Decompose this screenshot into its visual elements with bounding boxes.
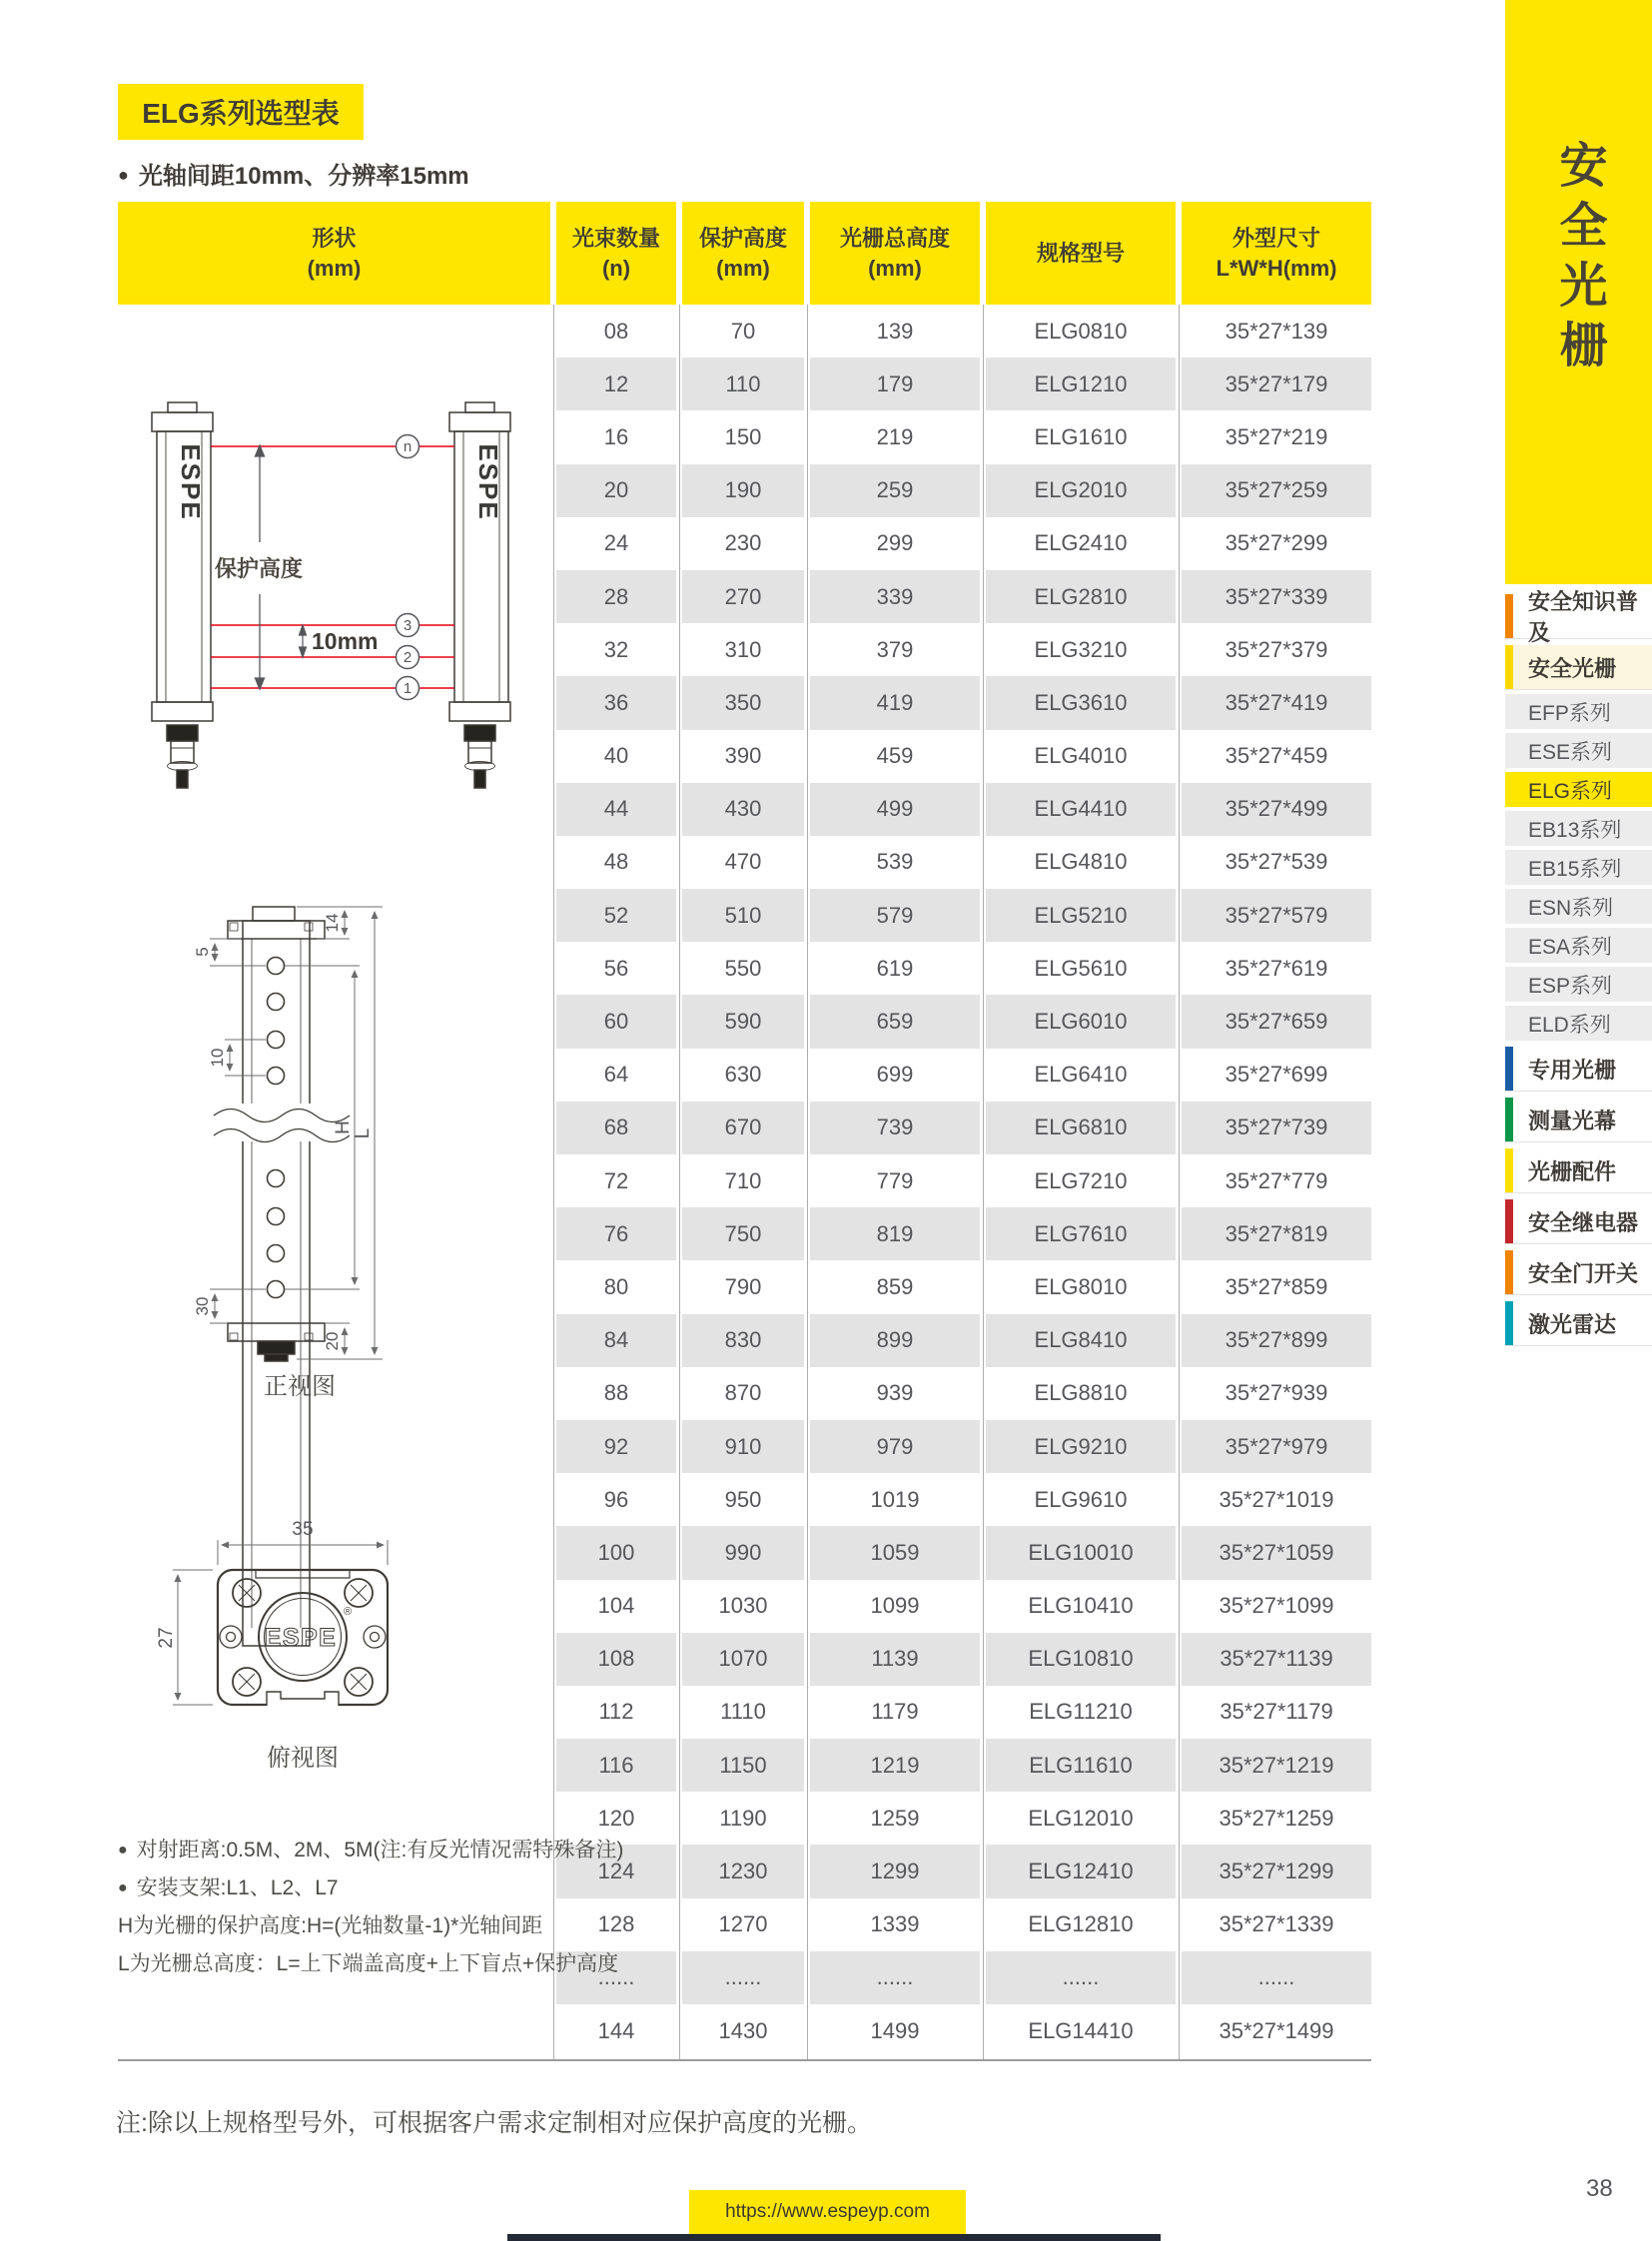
table-cell: 35*27*459 [1225,743,1328,769]
top-view-caption: 俯视图 [267,1745,339,1772]
selection-table [118,202,1371,2061]
table-cell: 80 [603,1273,629,1299]
sidebar-item-label: 光栅配件 [1528,1158,1617,1184]
table-cell: ...... [682,1951,804,2004]
table-cell: ...... [810,1951,980,2004]
table-cell: ELG9210 [986,1420,1176,1473]
table-cell: 35*27*219 [1225,423,1328,449]
table-cell: 899 [810,1314,980,1367]
table-cell: 35*27*939 [1225,1380,1328,1406]
table-cell: ELG1210 [986,358,1176,410]
table-cell: 12 [556,358,676,410]
table-divider [807,305,808,2059]
table-cell: 08 [603,318,629,344]
page-title: ELG系列选型表 [118,84,364,140]
table-cell: 310 [724,636,762,662]
table-cell: 659 [810,995,980,1048]
table-cell: 339 [810,570,980,623]
sidebar-item-ESN系列[interactable] [1505,889,1652,924]
category-banner-text: 安全光栅 [1552,140,1605,379]
sidebar-item-ELD系列[interactable] [1505,1006,1652,1041]
table-cell: 139 [876,318,914,344]
table-cell: 116 [556,1739,676,1792]
sidebar-item-EFP系列[interactable] [1505,694,1652,729]
table-cell: ELG6010 [986,995,1176,1048]
front-view-caption: 正视图 [264,1373,336,1400]
table-cell: 230 [724,530,762,556]
dim-20: 20 [323,1331,342,1351]
table-cell: 270 [682,570,804,623]
table-cell: 40 [603,743,629,769]
table-cell: ...... [1182,1951,1371,2004]
table-cell: ELG8010 [1034,1273,1128,1299]
table-cell: ELG0810 [1034,318,1128,344]
table-cell: 56 [603,955,629,981]
table-cell: 35*27*819 [1182,1207,1371,1260]
table-cell: 1339 [870,1911,920,1937]
sidebar-item-安全门开关[interactable] [1505,1250,1652,1295]
table-cell: 110 [682,358,804,410]
dim-L: L [353,1127,374,1139]
table-cell: 100 [556,1526,676,1579]
table-cell: ELG8410 [986,1314,1176,1367]
table-cell: 430 [682,783,804,836]
table-cell: 35*27*1299 [1182,1845,1371,1897]
table-cell: 190 [682,464,804,517]
table-bottom-border [118,2059,1371,2061]
table-cell: 20 [556,464,676,517]
table-cell: ELG4810 [1034,849,1128,875]
table-cell: 72 [603,1167,629,1193]
table-cell: 70 [730,318,756,344]
sidebar-item-ESA系列[interactable] [1505,928,1652,963]
table-cell: 88 [603,1380,629,1406]
top-view-brand-reg: ® [344,1606,353,1618]
table-cell: 750 [682,1207,804,1260]
sidebar-item-label: 安全光栅 [1528,655,1617,681]
table-cell: 419 [810,676,980,729]
table-cell: 35*27*1059 [1182,1526,1371,1579]
table-cell: 35*27*1019 [1219,1486,1334,1512]
table-divider [679,305,680,2059]
footer-url-badge[interactable]: https://www.espeyp.com [689,2190,966,2241]
table-cell: 28 [556,570,676,623]
table-divider [553,305,554,2059]
table-cell: 124 [556,1845,676,1897]
table-cell: 52 [556,889,676,942]
table-cell: 32 [603,636,629,662]
table-cell: 112 [598,1699,634,1725]
sidebar-item-ELG系列[interactable] [1505,772,1652,807]
table-cell: 979 [810,1420,980,1473]
table-cell: 950 [724,1486,762,1512]
sidebar-item-label: EFP系列 [1528,701,1611,725]
table-cell: 1299 [810,1845,980,1897]
bullet-icon: ● [118,1842,128,1859]
table-cell: 48 [603,849,629,875]
sidebar-item-EB13系列[interactable] [1505,811,1652,846]
sidebar-item-bar [1505,594,1513,638]
table-cell: 1110 [720,1699,766,1725]
dim-14: 14 [323,913,342,933]
table-cell: 35*27*779 [1225,1167,1328,1193]
table-cell: 16 [603,423,629,449]
table-cell: ELG2010 [986,464,1176,517]
table-cell: 630 [724,1062,762,1088]
table-cell: 1259 [870,1805,920,1831]
dim-10: 10 [208,1048,227,1068]
page-number: 38 [1586,2175,1613,2202]
table-cell: ELG8810 [1034,1380,1128,1406]
bullet-icon: ● [118,1879,128,1896]
table-cell: 779 [876,1167,914,1193]
beam-label-3: 3 [403,617,413,634]
table-cell: 35*27*539 [1225,849,1328,875]
table-cell: 859 [876,1273,914,1299]
table-cell: ...... [556,1951,676,2004]
table-cell: 35*27*739 [1182,1102,1371,1154]
table-cell: 1099 [870,1593,920,1619]
table-cell: 499 [810,783,980,836]
table-cell: 1219 [810,1739,980,1792]
spec-subtitle [118,156,469,191]
table-cell: ELG12410 [986,1845,1176,1897]
table-cell: ELG12810 [1028,1911,1134,1937]
table-cell: 150 [724,423,762,449]
table-cell: 35*27*579 [1182,889,1371,942]
sidebar-item-安全知识普及[interactable] [1505,589,1652,645]
table-cell: 510 [682,889,804,942]
table-cell: 104 [597,1593,635,1619]
dim-35: 35 [292,1519,314,1540]
table-cell: 1150 [682,1739,804,1792]
table-cell: ELG5210 [986,889,1176,942]
beam-label-2: 2 [403,649,413,666]
sidebar-item-安全光栅[interactable] [1505,645,1652,690]
table-cell: ELG1610 [1034,423,1128,449]
sidebar-item-bar [1505,1199,1513,1243]
table-cell: ...... [986,1951,1176,2004]
table-cell: ELG6810 [986,1102,1176,1154]
shape-diagrams [118,305,550,2059]
spec-subtitle-text: 光轴间距10mm、分辨率15mm [138,163,469,190]
table-cell: ELG12010 [1028,1805,1134,1831]
table-cell: 68 [556,1102,676,1154]
table-cell: 830 [682,1314,804,1367]
table-cell: 92 [556,1420,676,1473]
table-cell: 1430 [718,2017,768,2043]
dim-30: 30 [193,1296,212,1316]
table-cell: 710 [724,1167,762,1193]
table-cell: 990 [682,1526,804,1579]
sidebar-item-光栅配件[interactable] [1505,1148,1652,1193]
table-cell: ELG5610 [1034,955,1128,981]
sidebar-item-label: ESA系列 [1528,935,1613,959]
beam-label-n: n [403,438,413,455]
table-col-header: 形状 (mm) [118,202,550,305]
table-cell: ELG2410 [1034,530,1128,556]
table-cell: ELG10810 [986,1633,1176,1686]
pitch-dimension [300,625,307,657]
table-cell: 1070 [682,1633,804,1686]
table-cell: 60 [556,995,676,1048]
sidebar-item-bar [1505,1098,1513,1141]
sidebar-item-label: ELD系列 [1528,1013,1611,1037]
table-cell: 35*27*1219 [1182,1739,1371,1792]
top-view-dimensions [173,1540,388,1705]
table-cell: ELG4010 [1034,743,1128,769]
table-cell: 379 [876,636,914,662]
table-cell: ELG7610 [986,1207,1176,1260]
table-cell: 35*27*1099 [1219,1593,1334,1619]
table-cell: ELG3610 [986,676,1176,729]
sidebar-item-测量光幕[interactable] [1505,1098,1652,1142]
table-cell: 219 [876,423,914,449]
note-throw-distance: ● 对射距离:0.5M、2M、5M(注:有反光情况需特殊备注) [118,1839,624,1862]
table-cell: 350 [682,676,804,729]
brand-label-right: ESPE [473,443,503,521]
table-cell: 699 [876,1062,914,1088]
table-cell: 579 [810,889,980,942]
table-cell: 35*27*1339 [1219,1911,1334,1937]
table-cell: 84 [556,1314,676,1367]
table-cell: 470 [724,849,762,875]
table-cell: 790 [724,1273,762,1299]
table-divider [1179,305,1180,2059]
category-banner [1505,0,1652,584]
table-cell: 35*27*1139 [1182,1633,1371,1686]
table-cell: ELG10010 [986,1526,1176,1579]
table-cell: 36 [556,676,676,729]
table-cell: 910 [682,1420,804,1473]
table-cell: 35*27*139 [1225,318,1328,344]
table-cell: ELG11610 [986,1739,1176,1792]
table-cell: 1139 [810,1633,980,1686]
sidebar-item-bar [1505,1250,1513,1294]
table-cell: 35*27*659 [1182,995,1371,1048]
table-divider [983,305,984,2059]
table-cell: 35*27*1499 [1219,2017,1334,2043]
table-cell: 35*27*259 [1182,464,1371,517]
table-cell: 64 [603,1062,629,1088]
table-cell: 1179 [871,1699,919,1725]
table-cell: 1499 [870,2017,920,2043]
table-cell: 35*27*379 [1225,636,1328,662]
table-cell: ELG7210 [1034,1167,1128,1193]
sidebar-item-label: 专用光栅 [1528,1057,1617,1083]
protection-height-label: 保护高度 [214,556,304,581]
table-cell: 1230 [682,1845,804,1897]
table-cell: 35*27*299 [1225,530,1328,556]
table-cell: 144 [597,2017,635,2043]
dim-27: 27 [156,1627,177,1649]
table-cell: 390 [724,743,762,769]
sidebar-item-激光雷达[interactable] [1505,1301,1652,1346]
table-cell: 76 [556,1207,676,1260]
table-cell: 35*27*419 [1182,676,1371,729]
table-col-header: 光栅总高度 (mm) [810,202,980,305]
table-cell: 870 [724,1380,762,1406]
table-cell: 1030 [718,1593,768,1619]
table-cell: 1270 [718,1911,768,1937]
sidebar-item-bar [1505,1148,1513,1192]
sidebar-item-EB15系列[interactable] [1505,850,1652,885]
table-cell: 35*27*1179 [1220,1699,1333,1725]
dim-5: 5 [193,947,212,957]
table-cell: 619 [876,955,914,981]
sidebar-item-ESE系列[interactable] [1505,733,1652,768]
note-mount-bracket: ● 安装支架:L1、L2、L7 [118,1876,339,1899]
table-cell: ELG9610 [1034,1486,1128,1512]
table-cell: 108 [556,1633,676,1686]
bullet-icon: ● [118,165,129,185]
table-col-header: 外型尺寸 L*W*H(mm) [1182,202,1371,305]
sidebar-item-label: EB15系列 [1528,857,1622,881]
table-cell: 259 [810,464,980,517]
table-cell: ELG6410 [1034,1062,1128,1088]
sidebar-item-ESP系列[interactable] [1505,967,1652,1002]
beam-label-1: 1 [403,680,413,697]
formula-total-height: L为光栅总高度：L=上下端盖高度+上下盲点+保护高度 [118,1952,619,1975]
pitch-label: 10mm [312,628,379,654]
sidebar-item-label: ESE系列 [1528,740,1613,764]
table-col-header: 保护高度 (mm) [682,202,804,305]
table-cell: ELG10410 [1028,1593,1134,1619]
sidebar-item-label: ELG系列 [1528,779,1613,803]
table-cell: 44 [556,783,676,836]
table-cell: 739 [810,1102,980,1154]
sidebar-item-bar [1505,645,1513,689]
footer-bottom-bar [507,2234,1161,2241]
table-cell: 179 [810,358,980,410]
table-cell: 539 [876,849,914,875]
table-cell: 819 [810,1207,980,1260]
sidebar-item-bar [1505,1047,1513,1091]
table-cell: 1019 [870,1486,920,1512]
table-header [118,202,1371,305]
table-cell: ELG14410 [1028,2017,1134,2043]
table-cell: 35*27*499 [1182,783,1371,836]
table-cell: 939 [876,1380,914,1406]
sidebar-item-label: ESP系列 [1528,974,1613,998]
table-cell: 670 [682,1102,804,1154]
sidebar-item-label: 安全知识普及 [1528,589,1639,645]
table-cell: 35*27*979 [1182,1420,1371,1473]
sidebar-item-label: EB13系列 [1528,818,1622,842]
sidebar-item-安全继电器[interactable] [1505,1199,1652,1244]
table-cell: 1059 [810,1526,980,1579]
dim-H: H [333,1120,354,1134]
table-cell: 35*27*1259 [1219,1805,1334,1831]
table-cell: 120 [597,1805,635,1831]
table-cell: 35*27*339 [1182,570,1371,623]
table-cell: 459 [876,743,914,769]
table-cell: 24 [603,530,629,556]
table-cell: 128 [597,1911,635,1937]
table-cell: ELG11210 [1029,1699,1133,1725]
sidebar-nav [1505,584,1652,1346]
table-cell: ELG4410 [986,783,1176,836]
table-col-header: 光束数量 (n) [556,202,676,305]
table-cell: 299 [876,530,914,556]
top-view-brand: ESPE [264,1624,338,1652]
table-col-header: 规格型号 [986,202,1176,305]
sidebar-item-bar [1505,1301,1513,1345]
sidebar-item-label: ESN系列 [1528,896,1614,920]
sidebar-item-label: 激光雷达 [1528,1311,1617,1337]
table-cell: 96 [603,1486,629,1512]
table-cell: 35*27*859 [1225,1273,1328,1299]
table-cell: 35*27*899 [1182,1314,1371,1367]
formula-protection-height: H为光栅的保护高度:H=(光轴数量-1)*光轴间距 [118,1914,543,1937]
table-cell: 590 [682,995,804,1048]
sidebar-item-label: 安全门开关 [1528,1260,1639,1286]
sidebar-item-专用光栅[interactable] [1505,1047,1652,1092]
table-cell: 35*27*699 [1225,1062,1328,1088]
custom-order-note: 注:除以上规格型号外，可根据客户需求定制相对应保护高度的光栅。 [116,2109,872,2137]
table-cell: 1190 [719,1805,767,1831]
table-cell: 35*27*179 [1182,358,1371,410]
brand-label-left: ESPE [176,443,206,521]
table-cell: ELG3210 [1034,636,1128,662]
table-cell: 35*27*619 [1225,955,1328,981]
sidebar-item-label: 安全继电器 [1528,1209,1639,1235]
sidebar-item-label: 测量光幕 [1528,1108,1617,1133]
table-cell: 550 [724,955,762,981]
table-cell: ELG2810 [986,570,1176,623]
